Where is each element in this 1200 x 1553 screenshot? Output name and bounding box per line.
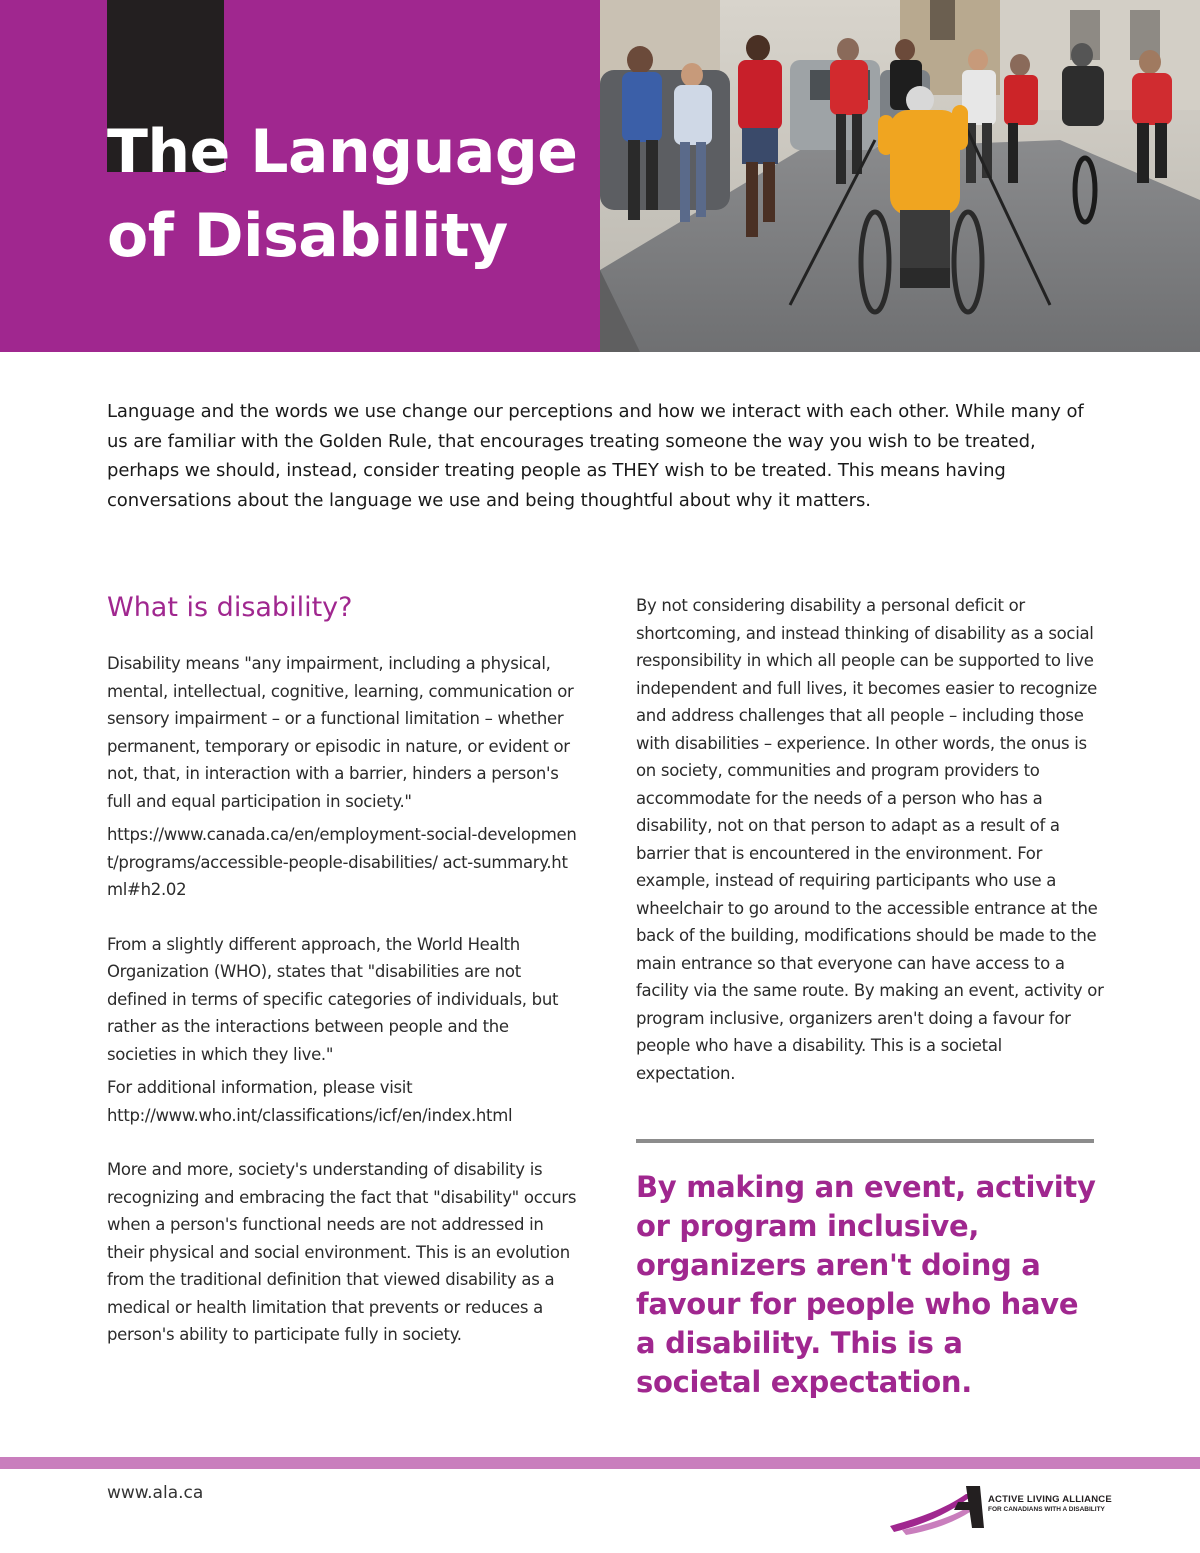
title-word-the: The <box>107 117 230 187</box>
who-definition: From a slightly different approach, the World Health Organization (WHO), states that "disabilities are not defined in terms of specific categories of individuals, but rather as the interactions between people and the societies in which they live." <box>107 934 559 1064</box>
header <box>0 0 1200 352</box>
active-living-alliance-logo <box>888 1480 1133 1536</box>
disability-definition: Disability means "any impairment, including a physical, mental, intellectual, cognitive, learning, communication or sensory impairment – or a functional limitation – whether permanent, temporary or episodic in nature, or evident or not, that, in interaction with a barrier, hinders a person's full and equal participation in society." <box>107 654 574 811</box>
section-heading: What is disability? <box>107 592 353 623</box>
left-column <box>107 590 577 1349</box>
evolution-paragraph: More and more, society's understanding of disability is recognizing and embracing the fact that "disability" occurs when a person's functional needs are not addressed in their physical and social environment. This is an evolution from the traditional definition that viewed disability as a medical or health limitation that prevents or reduces a person's ability to participate fully in society. <box>107 1160 577 1344</box>
intro-paragraph: Language and the words we use change our perceptions and how we interact with each other. While many of us are familiar with the Golden Rule, that encourages treating someone the way you wish to be treated, perhaps we should, instead, consider treating people as THEY wish to be treated. This means having conversations about the language we use and being thoughtful about why it matters. <box>107 401 1084 511</box>
title-line-2: of Disability <box>107 201 508 271</box>
title-word-language: Language <box>229 117 578 187</box>
marathon-runners-with-handcycle-photo <box>600 0 1200 352</box>
footer-bar <box>0 1457 1200 1469</box>
right-column <box>636 592 1106 1087</box>
footer-url[interactable]: www.ala.ca <box>107 1483 204 1503</box>
page-title <box>107 110 577 278</box>
social-responsibility-paragraph: By not considering disability a personal deficit or shortcoming, and instead thinking of disability as a social responsibility in which all people can be supported to live independent and full lives, it becomes easier to recognize and address challenges that all people – including those with disabilities – experience. In other words, the onus is on society, communities and program providers to accommodate for the needs of a person who has a disability, not on that person to adapt as a result of a barrier that is encountered in the environment. For example, instead of requiring participants who use a wheelchair to go around to the accessible entrance at the back of the building, modifications should be made to the main entrance so that everyone can have access to a facility via the same route. By making an event, activity or program inclusive, organizers aren't doing a favour for people who have a disability. This is a societal expectation. <box>636 596 1104 1083</box>
who-link[interactable]: http://www.who.int/classifications/icf/en/index.html <box>107 1105 513 1125</box>
pullquote: By making an event, activity or program inclusive, organizers aren't doing a favour for people who have a disability. This is a societal expectation. <box>636 1170 1096 1399</box>
pullquote-divider <box>636 1139 1094 1143</box>
additional-info-label: For additional information, please visit <box>107 1078 413 1097</box>
logo-name: ACTIVE LIVING ALLIANCE <box>988 1494 1112 1505</box>
canada-ca-link[interactable]: https://www.canada.ca/en/employment-social-development/programs/accessible-people-disabilities/ act-summary.html#h2.02 <box>107 825 577 899</box>
logo-tagline: FOR CANADIANS WITH A DISABILITY <box>988 1506 1105 1513</box>
